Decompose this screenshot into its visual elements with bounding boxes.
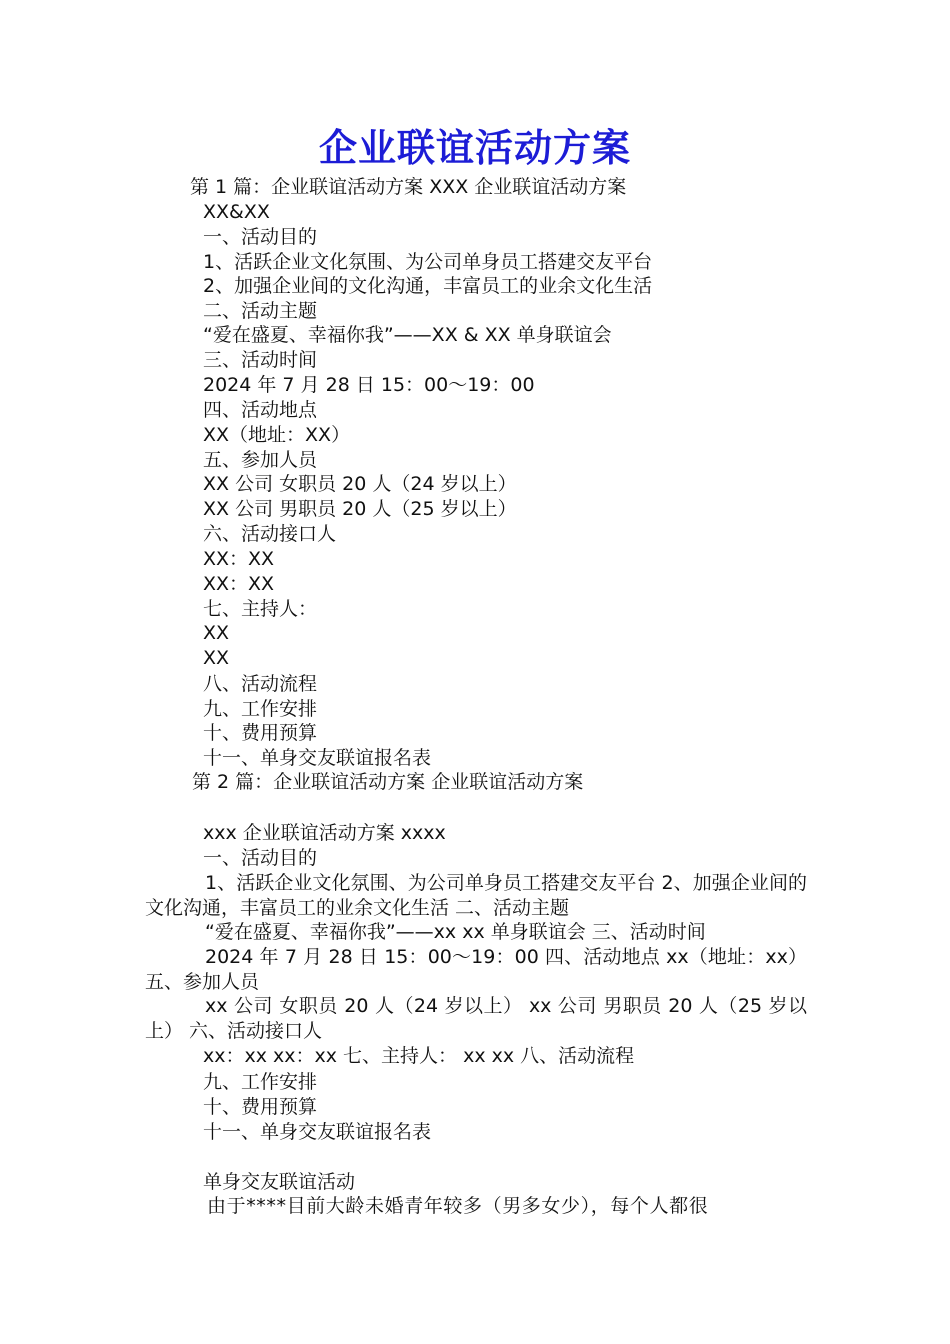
part1-line: 2024 年 7 月 28 日 15：00～19：00 (203, 374, 535, 396)
part1-line: 二、活动主题 (203, 300, 318, 322)
part1-line: 十一、单身交友联谊报名表 (203, 747, 432, 769)
part2-paragraph: xx 公司 女职员 20 人（24 岁以上） xx 公司 男职员 20 人（25 岁以上） 六、活动接口人 (145, 995, 807, 1042)
part1-line: XX (203, 647, 230, 669)
part1-line: XX 公司 女职员 20 人（24 岁以上） (203, 473, 517, 495)
part1-line: 1、活跃企业文化氛围、为公司单身员工搭建交友平台 (203, 251, 653, 273)
part2-line: xx：xx xx：xx 七、主持人： xx xx 八、活动流程 (203, 1045, 635, 1067)
part1-line: 五、参加人员 (203, 449, 318, 471)
part2-heading: 第 2 篇：企业联谊活动方案 企业联谊活动方案 (192, 771, 584, 793)
part2-paragraph: 1、活跃企业文化氛围、为公司单身员工搭建交友平台 2、加强企业间的文化沟通，丰富员工的业余文化生活 二、活动主题 (145, 872, 807, 919)
part1-line: 九、工作安排 (203, 698, 318, 720)
part1-line: 四、活动地点 (203, 399, 318, 421)
part3-heading: 单身交友联谊活动 (203, 1171, 356, 1193)
part3-paragraph: 由于****目前大龄未婚青年较多（男多女少），每个人都很 (207, 1195, 709, 1217)
part2-line: 十、费用预算 (203, 1096, 318, 1118)
part2-line: 九、工作安排 (203, 1071, 318, 1093)
part1-line: 三、活动时间 (203, 349, 318, 371)
part1-line: 一、活动目的 (203, 226, 318, 248)
part1-line: XX 公司 男职员 20 人（25 岁以上） (203, 498, 517, 520)
part1-line: XX：XX (203, 573, 275, 595)
document-title: 企业联谊活动方案 (318, 125, 631, 170)
part1-line: 七、主持人： (203, 598, 318, 620)
part1-line: XX（地址：XX） (203, 424, 351, 446)
part1-line: “爱在盛夏、幸福你我”——XX & XX 单身联谊会 (203, 324, 612, 346)
part1-line: 2、加强企业间的文化沟通，丰富员工的业余文化生活 (203, 275, 653, 297)
part2-paragraph: “爱在盛夏、幸福你我”——xx xx 单身联谊会 三、活动时间 (205, 921, 706, 943)
part1-line: 六、活动接口人 (203, 523, 337, 545)
part2-paragraph: 2024 年 7 月 28 日 15：00～19：00 四、活动地点 xx（地址：xx） 五、参加人员 (145, 946, 807, 993)
part2-subtitle: xxx 企业联谊活动方案 xxxx (203, 822, 446, 844)
part1-line: XX&XX (203, 201, 270, 223)
part1-line: XX (203, 622, 230, 644)
part1-line: 八、活动流程 (203, 673, 318, 695)
part2-line: 十一、单身交友联谊报名表 (203, 1121, 432, 1143)
part2-goal-heading: 一、活动目的 (203, 847, 318, 869)
part1-heading: 第 1 篇：企业联谊活动方案 XXX 企业联谊活动方案 (190, 176, 627, 198)
part1-line: XX：XX (203, 548, 275, 570)
part1-line: 十、费用预算 (203, 722, 318, 744)
